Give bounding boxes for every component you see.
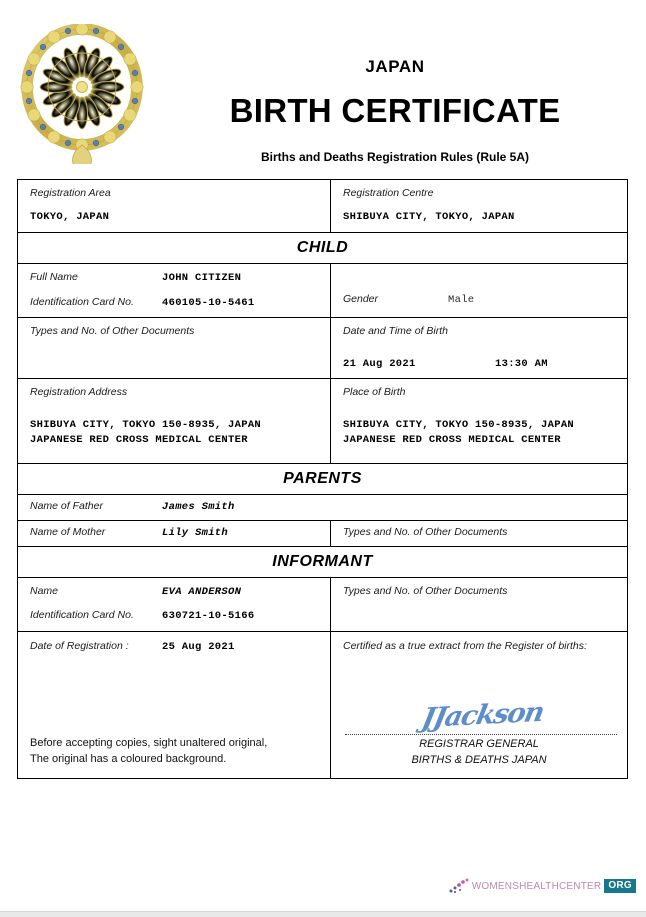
child-dob-date: 21 Aug 2021	[343, 357, 416, 370]
parents-mother-cell	[18, 521, 331, 546]
date-of-registration-pair	[30, 639, 330, 656]
copy-notice	[30, 736, 267, 768]
child-address-row	[18, 379, 627, 464]
parents-father-row	[18, 495, 627, 521]
parents-father-value: James Smith	[162, 501, 235, 514]
parents-mother-label: Name of Mother	[30, 525, 106, 538]
parents-father-cell	[18, 495, 627, 520]
child-dob-time: 13:30 AM	[495, 357, 548, 370]
informant-id-card-value: 630721-10-5166	[162, 610, 255, 623]
country-name: JAPAN	[365, 57, 425, 76]
registration-centre-cell	[331, 180, 627, 232]
site-watermark	[449, 877, 636, 895]
child-place-of-birth-label: Place of Birth	[343, 386, 406, 399]
child-registration-address-line1: SHIBUYA CITY, TOKYO 150-8935, JAPAN	[30, 418, 262, 431]
rules-subtitle: Births and Deaths Registration Rules (Rule 5A)	[260, 150, 530, 164]
parents-father-label: Name of Father	[30, 500, 103, 513]
registrar-title-line1: REGISTRAR GENERAL	[419, 738, 539, 751]
parents-mother-value: Lily Smith	[162, 526, 229, 539]
child-gender-value: Male	[448, 293, 475, 306]
watermark-text: WOMENSHEALTHCENTER	[471, 880, 602, 892]
child-other-documents-cell	[18, 318, 331, 378]
child-registration-address-line2: JAPANESE RED CROSS MEDICAL CENTER	[30, 434, 248, 447]
certified-extract-label: Certified as a true extract from the Register of births:	[343, 640, 587, 653]
child-registration-address-label: Registration Address	[30, 386, 128, 399]
child-gender-cell	[331, 264, 627, 318]
informant-id-card-pair	[30, 608, 330, 625]
watermark-badge: ORG	[604, 879, 636, 893]
copy-notice-line1: Before accepting copies, sight unaltered original,	[30, 737, 268, 750]
child-place-of-birth-cell	[331, 379, 627, 463]
child-id-card-value: 460105-10-5461	[162, 296, 255, 309]
signature-dotted-line	[345, 734, 617, 735]
child-place-of-birth-line1: SHIBUYA CITY, TOKYO 150-8935, JAPAN	[343, 418, 575, 431]
registration-area-cell	[18, 180, 331, 232]
child-name-id-cell	[18, 264, 331, 318]
child-place-of-birth-line2: JAPANESE RED CROSS MEDICAL CENTER	[343, 434, 561, 447]
informant-row	[18, 578, 627, 633]
section-header-child	[18, 233, 627, 264]
certificate-table	[17, 179, 628, 779]
informant-other-documents-cell	[331, 578, 627, 632]
child-full-name-pair	[30, 270, 330, 287]
section-title-parents: PARENTS	[283, 470, 362, 488]
informant-name-value: EVA ANDERSON	[162, 585, 242, 598]
informant-name-label: Name	[30, 584, 59, 597]
child-dob-label: Date and Time of Birth	[343, 325, 448, 338]
child-gender-pair	[343, 292, 627, 309]
page-title: BIRTH CERTIFICATE	[229, 92, 561, 129]
informant-name-id-cell	[18, 578, 331, 632]
title-block	[160, 0, 630, 163]
registration-centre-value: SHIBUYA CITY, TOKYO, JAPAN	[343, 211, 515, 224]
parents-mother-row	[18, 521, 627, 547]
certification-cell	[331, 632, 627, 778]
registrar-title-line2: BIRTHS & DEATHS JAPAN	[411, 753, 547, 766]
child-docs-dob-row	[18, 318, 627, 379]
registrar-signature: JJackson	[419, 697, 546, 735]
child-id-card-label: Identification Card No.	[30, 295, 134, 308]
registration-area-label: Registration Area	[30, 187, 111, 199]
watermark-dots-icon	[449, 878, 471, 894]
registrar-caption	[331, 737, 627, 768]
parents-other-documents-label: Types and No. of Other Documents	[343, 525, 508, 538]
certificate-header	[0, 0, 646, 164]
section-title-informant: INFORMANT	[272, 552, 373, 570]
date-of-registration-cell	[18, 632, 331, 778]
parents-mother-pair	[30, 525, 330, 542]
informant-name-pair	[30, 584, 330, 601]
child-other-documents-label: Types and No. of Other Documents	[30, 325, 195, 338]
page-bottom-rule	[0, 911, 646, 917]
section-header-informant	[18, 547, 627, 578]
copy-notice-line2: The original has a coloured background.	[30, 753, 227, 766]
registration-centre-label: Registration Centre	[343, 187, 434, 199]
section-header-parents	[18, 464, 627, 495]
section-title-child: CHILD	[296, 238, 349, 256]
japan-imperial-chrysanthemum-seal-icon	[18, 24, 146, 164]
child-identity-row	[18, 264, 627, 319]
registration-row	[18, 180, 627, 233]
informant-id-card-label: Identification Card No.	[30, 609, 134, 622]
child-gender-label: Gender	[343, 292, 379, 305]
child-id-card-pair	[30, 295, 330, 312]
certification-row	[18, 632, 627, 778]
child-registration-address-cell	[18, 379, 331, 463]
child-full-name-label: Full Name	[30, 270, 78, 283]
child-dob-values	[343, 357, 627, 373]
registration-area-value: TOKYO, JAPAN	[30, 211, 110, 224]
child-full-name-value: JOHN CITIZEN	[162, 271, 242, 284]
parents-father-pair	[30, 499, 627, 516]
date-of-registration-value: 25 Aug 2021	[162, 641, 235, 654]
informant-other-documents-label: Types and No. of Other Documents	[343, 584, 508, 597]
date-of-registration-label: Date of Registration :	[30, 640, 129, 653]
parents-other-documents-cell	[331, 521, 627, 546]
child-dob-cell	[331, 318, 627, 378]
